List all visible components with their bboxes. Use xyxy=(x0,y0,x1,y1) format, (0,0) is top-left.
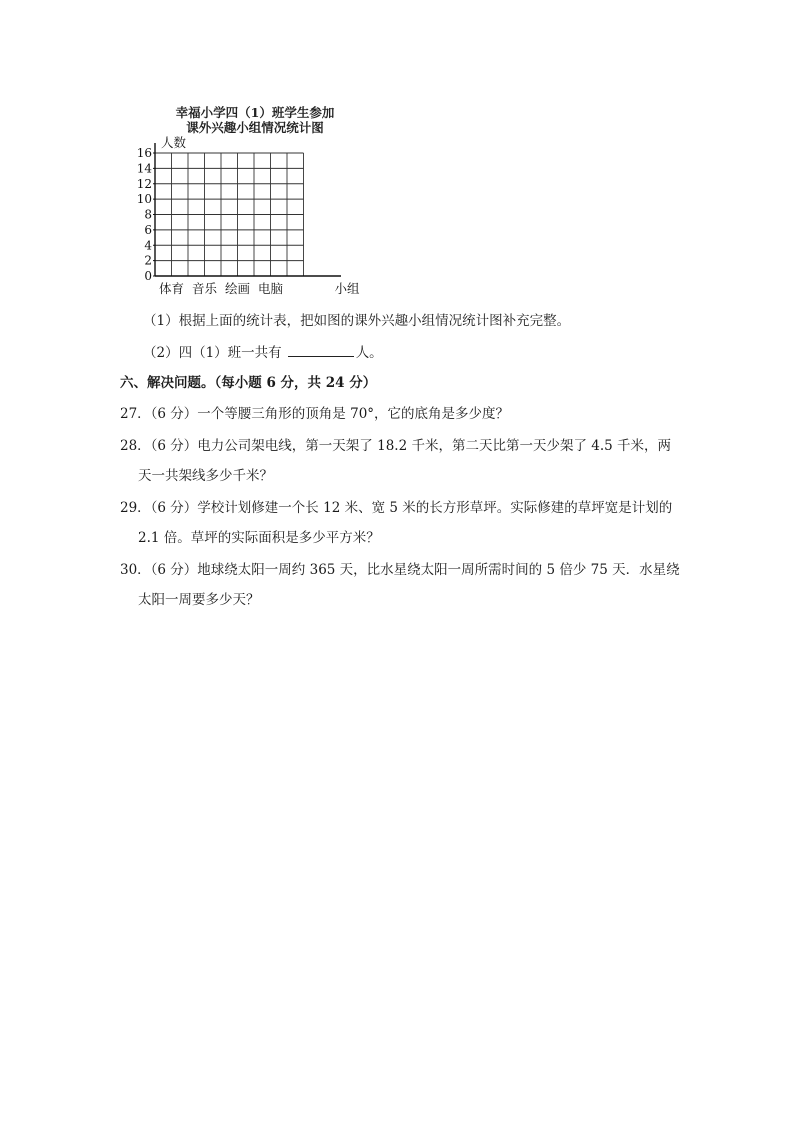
section-6-heading: 六、解决问题。（每小题 6 分，共 24 分） xyxy=(120,375,377,391)
problem-28-line-2: 天一共架线多少千米？ xyxy=(138,468,273,484)
question-2-suffix: 人。 xyxy=(355,345,383,361)
category-label-2: 绘画 xyxy=(224,281,251,296)
category-label-3: 电脑 xyxy=(257,281,284,296)
chart-plot xyxy=(120,100,380,300)
y-tick-label-7: 14 xyxy=(136,161,152,176)
category-label-1: 音乐 xyxy=(191,281,218,296)
y-tick-label-8: 16 xyxy=(136,146,152,160)
chart-title-line-2: 课外兴趣小组情况统计图 xyxy=(186,120,324,135)
y-tick-label-0: 0 xyxy=(144,269,152,283)
question-2 xyxy=(143,342,383,363)
bar-chart-figure xyxy=(120,100,380,300)
y-tick-label-5: 10 xyxy=(136,192,152,207)
answer-blank[interactable] xyxy=(288,342,354,357)
category-label-0: 体育 xyxy=(158,281,185,296)
problem-29-line-1: 29．（6 分）学校计划修建一个长 12 米、宽 5 米的长方形草坪。实际修建的草坪宽是计划的 xyxy=(120,500,673,516)
x-axis-label: 小组 xyxy=(334,281,360,296)
y-tick-label-1: 2 xyxy=(144,253,152,268)
problem-28-line-1: 28．（6 分）电力公司架电线，第一天架了 18.2 千米，第二天比第一天少架了 4.5 千米，两 xyxy=(120,438,672,454)
y-tick-label-6: 12 xyxy=(136,176,152,191)
chart-title-line-1: 幸福小学四（1）班学生参加 xyxy=(175,105,335,120)
problem-30-line-2: 太阳一周要多少天？ xyxy=(138,592,260,608)
problem-30-line-1: 30．（6 分）地球绕太阳一周约 365 天，比水星绕太阳一周所需时间的 5 倍少 75 天．水星绕 xyxy=(120,562,680,578)
problem-29-line-2: 2.1 倍。草坪的实际面积是多少平方米？ xyxy=(138,530,380,546)
question-2-prefix: （2）四（1）班一共有 xyxy=(143,345,282,361)
question-1: （1）根据上面的统计表，把如图的课外兴趣小组情况统计图补充完整。 xyxy=(143,313,571,329)
y-tick-label-4: 8 xyxy=(144,207,152,222)
y-tick-label-3: 6 xyxy=(144,222,152,237)
y-axis-label: 人数 xyxy=(161,135,187,150)
problem-27: 27．（6 分）一个等腰三角形的顶角是 70°，它的底角是多少度？ xyxy=(120,406,510,422)
y-tick-label-2: 4 xyxy=(144,238,152,253)
